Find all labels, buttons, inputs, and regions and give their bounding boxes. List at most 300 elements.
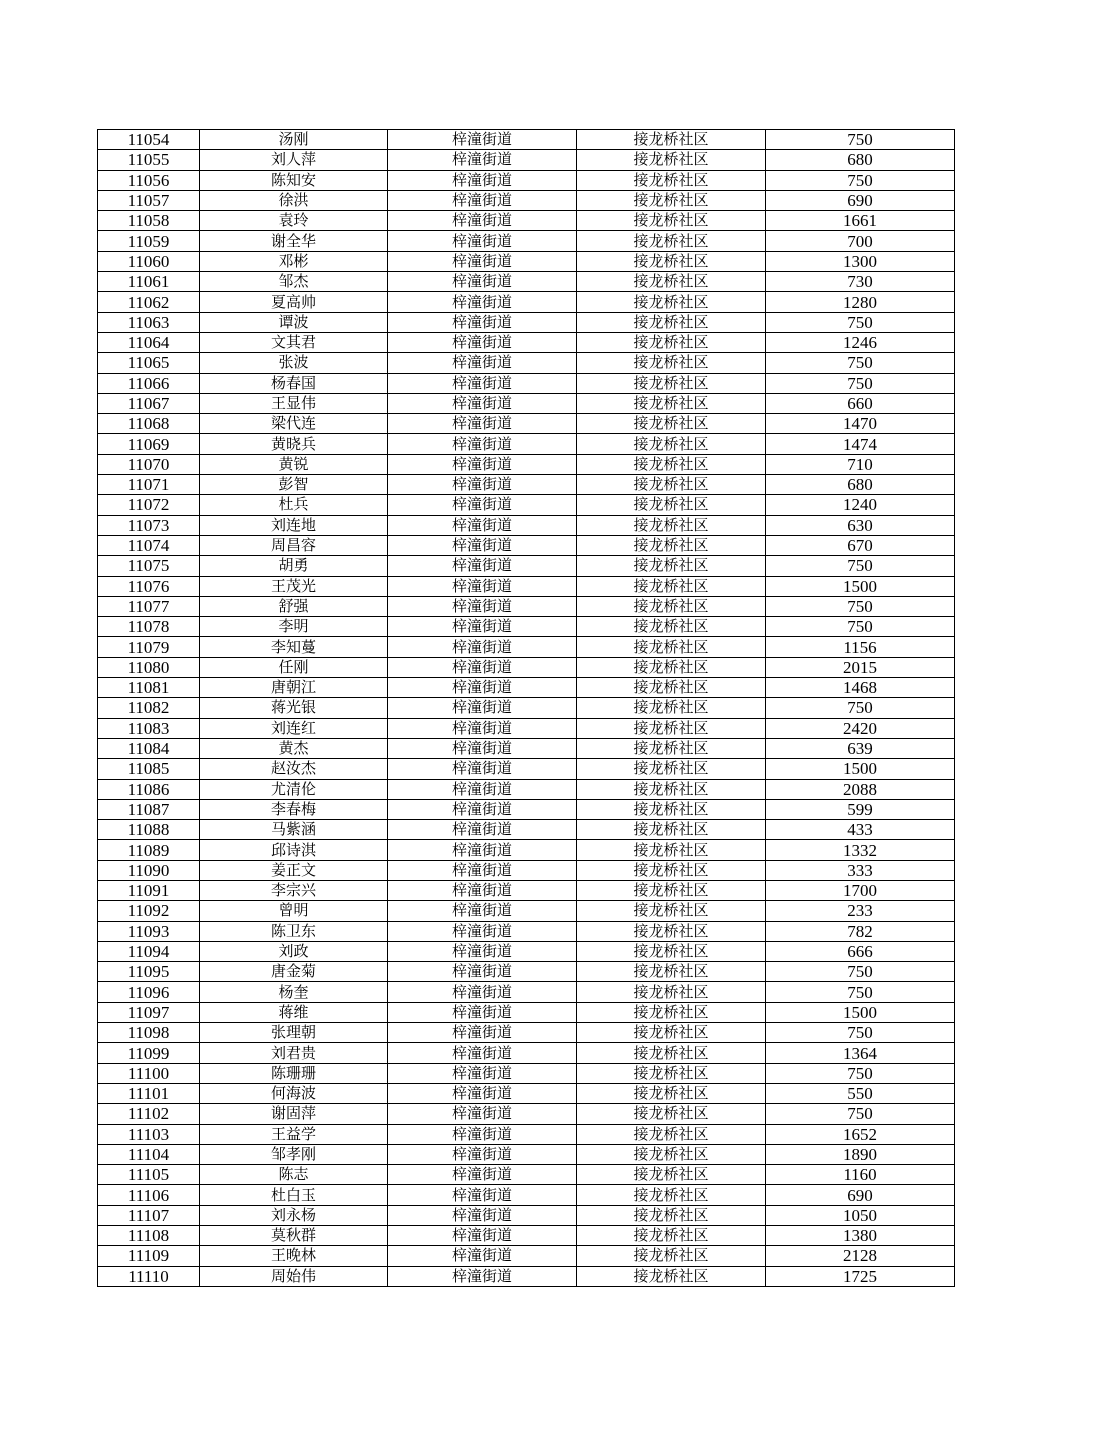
community-cell: 接龙桥社区	[577, 170, 766, 190]
amount-cell: 1700	[766, 880, 955, 900]
community-cell: 接龙桥社区	[577, 414, 766, 434]
data-table	[97, 129, 955, 1287]
table-row	[98, 495, 955, 515]
name-cell: 唐金菊	[200, 962, 388, 982]
amount-cell: 750	[766, 698, 955, 718]
subdistrict-cell: 梓潼街道	[388, 1104, 577, 1124]
name-cell: 曾明	[200, 901, 388, 921]
name-cell: 王晚林	[200, 1246, 388, 1266]
table-row	[98, 1266, 955, 1286]
serial-number-cell: 11060	[98, 251, 200, 271]
name-cell: 周昌容	[200, 535, 388, 555]
table-row	[98, 1185, 955, 1205]
subdistrict-cell: 梓潼街道	[388, 698, 577, 718]
table-row	[98, 1002, 955, 1022]
table-row	[98, 353, 955, 373]
amount-cell: 2128	[766, 1246, 955, 1266]
subdistrict-cell: 梓潼街道	[388, 1165, 577, 1185]
table-row	[98, 962, 955, 982]
table-row	[98, 840, 955, 860]
subdistrict-cell: 梓潼街道	[388, 617, 577, 637]
serial-number-cell: 11056	[98, 170, 200, 190]
subdistrict-cell: 梓潼街道	[388, 982, 577, 1002]
community-cell: 接龙桥社区	[577, 556, 766, 576]
subdistrict-cell: 梓潼街道	[388, 251, 577, 271]
name-cell: 邱诗淇	[200, 840, 388, 860]
subdistrict-cell: 梓潼街道	[388, 1246, 577, 1266]
amount-cell: 750	[766, 1104, 955, 1124]
table-row	[98, 1124, 955, 1144]
serial-number-cell: 11103	[98, 1124, 200, 1144]
amount-cell: 1470	[766, 414, 955, 434]
serial-number-cell: 11058	[98, 211, 200, 231]
serial-number-cell: 11081	[98, 678, 200, 698]
serial-number-cell: 11078	[98, 617, 200, 637]
amount-cell: 750	[766, 617, 955, 637]
serial-number-cell: 11062	[98, 292, 200, 312]
community-cell: 接龙桥社区	[577, 312, 766, 332]
serial-number-cell: 11070	[98, 454, 200, 474]
name-cell: 李明	[200, 617, 388, 637]
name-cell: 周始伟	[200, 1266, 388, 1286]
subdistrict-cell: 梓潼街道	[388, 1063, 577, 1083]
serial-number-cell: 11082	[98, 698, 200, 718]
community-cell: 接龙桥社区	[577, 373, 766, 393]
serial-number-cell: 11076	[98, 576, 200, 596]
table-row	[98, 982, 955, 1002]
name-cell: 邹杰	[200, 272, 388, 292]
community-cell: 接龙桥社区	[577, 617, 766, 637]
name-cell: 杜兵	[200, 495, 388, 515]
community-cell: 接龙桥社区	[577, 535, 766, 555]
table-row	[98, 637, 955, 657]
serial-number-cell: 11097	[98, 1002, 200, 1022]
community-cell: 接龙桥社区	[577, 1205, 766, 1225]
subdistrict-cell: 梓潼街道	[388, 779, 577, 799]
amount-cell: 680	[766, 150, 955, 170]
serial-number-cell: 11101	[98, 1083, 200, 1103]
community-cell: 接龙桥社区	[577, 860, 766, 880]
name-cell: 唐朝江	[200, 678, 388, 698]
community-cell: 接龙桥社区	[577, 434, 766, 454]
table-row	[98, 373, 955, 393]
community-cell: 接龙桥社区	[577, 454, 766, 474]
table-row	[98, 799, 955, 819]
serial-number-cell: 11064	[98, 332, 200, 352]
amount-cell: 700	[766, 231, 955, 251]
name-cell: 谢固萍	[200, 1104, 388, 1124]
name-cell: 张波	[200, 353, 388, 373]
serial-number-cell: 11108	[98, 1226, 200, 1246]
name-cell: 任刚	[200, 657, 388, 677]
name-cell: 刘人萍	[200, 150, 388, 170]
table-row	[98, 1083, 955, 1103]
name-cell: 谢全华	[200, 231, 388, 251]
table-row	[98, 312, 955, 332]
name-cell: 张理朝	[200, 1023, 388, 1043]
community-cell: 接龙桥社区	[577, 251, 766, 271]
amount-cell: 1500	[766, 759, 955, 779]
amount-cell: 750	[766, 962, 955, 982]
name-cell: 彭智	[200, 475, 388, 495]
subdistrict-cell: 梓潼街道	[388, 678, 577, 698]
community-cell: 接龙桥社区	[577, 1043, 766, 1063]
serial-number-cell: 11087	[98, 799, 200, 819]
amount-cell: 670	[766, 535, 955, 555]
table-row	[98, 332, 955, 352]
serial-number-cell: 11075	[98, 556, 200, 576]
subdistrict-cell: 梓潼街道	[388, 820, 577, 840]
community-cell: 接龙桥社区	[577, 698, 766, 718]
subdistrict-cell: 梓潼街道	[388, 130, 577, 150]
amount-cell: 750	[766, 353, 955, 373]
amount-cell: 1890	[766, 1144, 955, 1164]
serial-number-cell: 11063	[98, 312, 200, 332]
serial-number-cell: 11061	[98, 272, 200, 292]
name-cell: 汤刚	[200, 130, 388, 150]
name-cell: 蒋维	[200, 1002, 388, 1022]
amount-cell: 666	[766, 941, 955, 961]
amount-cell: 2088	[766, 779, 955, 799]
serial-number-cell: 11074	[98, 535, 200, 555]
subdistrict-cell: 梓潼街道	[388, 312, 577, 332]
amount-cell: 690	[766, 1185, 955, 1205]
community-cell: 接龙桥社区	[577, 941, 766, 961]
table-row	[98, 901, 955, 921]
subdistrict-cell: 梓潼街道	[388, 901, 577, 921]
community-cell: 接龙桥社区	[577, 292, 766, 312]
table-row	[98, 779, 955, 799]
name-cell: 王茂光	[200, 576, 388, 596]
subdistrict-cell: 梓潼街道	[388, 1205, 577, 1225]
community-cell: 接龙桥社区	[577, 982, 766, 1002]
subdistrict-cell: 梓潼街道	[388, 170, 577, 190]
subdistrict-cell: 梓潼街道	[388, 535, 577, 555]
community-cell: 接龙桥社区	[577, 1063, 766, 1083]
table-row	[98, 170, 955, 190]
amount-cell: 750	[766, 373, 955, 393]
subdistrict-cell: 梓潼街道	[388, 556, 577, 576]
name-cell: 刘连红	[200, 718, 388, 738]
amount-cell: 750	[766, 556, 955, 576]
community-cell: 接龙桥社区	[577, 921, 766, 941]
serial-number-cell: 11099	[98, 1043, 200, 1063]
table-row	[98, 1023, 955, 1043]
amount-cell: 750	[766, 170, 955, 190]
serial-number-cell: 11093	[98, 921, 200, 941]
serial-number-cell: 11091	[98, 880, 200, 900]
amount-cell: 1725	[766, 1266, 955, 1286]
subdistrict-cell: 梓潼街道	[388, 799, 577, 819]
name-cell: 刘君贵	[200, 1043, 388, 1063]
table-row	[98, 678, 955, 698]
subdistrict-cell: 梓潼街道	[388, 231, 577, 251]
subdistrict-cell: 梓潼街道	[388, 353, 577, 373]
amount-cell: 639	[766, 738, 955, 758]
community-cell: 接龙桥社区	[577, 1266, 766, 1286]
name-cell: 徐洪	[200, 190, 388, 210]
name-cell: 杨春国	[200, 373, 388, 393]
community-cell: 接龙桥社区	[577, 1246, 766, 1266]
subdistrict-cell: 梓潼街道	[388, 272, 577, 292]
table-row	[98, 860, 955, 880]
community-cell: 接龙桥社区	[577, 1226, 766, 1246]
amount-cell: 750	[766, 1023, 955, 1043]
amount-cell: 1156	[766, 637, 955, 657]
serial-number-cell: 11080	[98, 657, 200, 677]
subdistrict-cell: 梓潼街道	[388, 840, 577, 860]
table-row	[98, 1246, 955, 1266]
community-cell: 接龙桥社区	[577, 332, 766, 352]
subdistrict-cell: 梓潼街道	[388, 759, 577, 779]
serial-number-cell: 11072	[98, 495, 200, 515]
subdistrict-cell: 梓潼街道	[388, 495, 577, 515]
name-cell: 赵汝杰	[200, 759, 388, 779]
subdistrict-cell: 梓潼街道	[388, 190, 577, 210]
subdistrict-cell: 梓潼街道	[388, 1002, 577, 1022]
subdistrict-cell: 梓潼街道	[388, 880, 577, 900]
subdistrict-cell: 梓潼街道	[388, 393, 577, 413]
community-cell: 接龙桥社区	[577, 495, 766, 515]
table-row	[98, 1144, 955, 1164]
subdistrict-cell: 梓潼街道	[388, 150, 577, 170]
community-cell: 接龙桥社区	[577, 1144, 766, 1164]
table-row	[98, 515, 955, 535]
table-row	[98, 698, 955, 718]
table-row	[98, 596, 955, 616]
serial-number-cell: 11059	[98, 231, 200, 251]
community-cell: 接龙桥社区	[577, 576, 766, 596]
table-row	[98, 657, 955, 677]
amount-cell: 1500	[766, 576, 955, 596]
name-cell: 梁代连	[200, 414, 388, 434]
table-row	[98, 1043, 955, 1063]
serial-number-cell: 11096	[98, 982, 200, 1002]
subdistrict-cell: 梓潼街道	[388, 596, 577, 616]
table-row	[98, 190, 955, 210]
community-cell: 接龙桥社区	[577, 718, 766, 738]
amount-cell: 550	[766, 1083, 955, 1103]
name-cell: 黄杰	[200, 738, 388, 758]
community-cell: 接龙桥社区	[577, 130, 766, 150]
serial-number-cell: 11071	[98, 475, 200, 495]
amount-cell: 1468	[766, 678, 955, 698]
amount-cell: 750	[766, 596, 955, 616]
community-cell: 接龙桥社区	[577, 231, 766, 251]
name-cell: 刘连地	[200, 515, 388, 535]
amount-cell: 660	[766, 393, 955, 413]
serial-number-cell: 11089	[98, 840, 200, 860]
amount-cell: 333	[766, 860, 955, 880]
table-row	[98, 718, 955, 738]
subdistrict-cell: 梓潼街道	[388, 454, 577, 474]
amount-cell: 1500	[766, 1002, 955, 1022]
serial-number-cell: 11065	[98, 353, 200, 373]
community-cell: 接龙桥社区	[577, 678, 766, 698]
amount-cell: 750	[766, 982, 955, 1002]
serial-number-cell: 11100	[98, 1063, 200, 1083]
amount-cell: 1380	[766, 1226, 955, 1246]
table-row	[98, 738, 955, 758]
subdistrict-cell: 梓潼街道	[388, 1266, 577, 1286]
amount-cell: 2015	[766, 657, 955, 677]
community-cell: 接龙桥社区	[577, 779, 766, 799]
subdistrict-cell: 梓潼街道	[388, 211, 577, 231]
table-row	[98, 130, 955, 150]
community-cell: 接龙桥社区	[577, 150, 766, 170]
serial-number-cell: 11057	[98, 190, 200, 210]
community-cell: 接龙桥社区	[577, 353, 766, 373]
table-row	[98, 941, 955, 961]
subdistrict-cell: 梓潼街道	[388, 414, 577, 434]
name-cell: 李春梅	[200, 799, 388, 819]
table-row	[98, 150, 955, 170]
name-cell: 何海波	[200, 1083, 388, 1103]
community-cell: 接龙桥社区	[577, 1104, 766, 1124]
serial-number-cell: 11054	[98, 130, 200, 150]
table-row	[98, 1063, 955, 1083]
table-row	[98, 251, 955, 271]
amount-cell: 1300	[766, 251, 955, 271]
community-cell: 接龙桥社区	[577, 657, 766, 677]
table-body	[98, 130, 955, 1287]
serial-number-cell: 11079	[98, 637, 200, 657]
community-cell: 接龙桥社区	[577, 901, 766, 921]
amount-cell: 599	[766, 799, 955, 819]
subdistrict-cell: 梓潼街道	[388, 292, 577, 312]
table-row	[98, 1104, 955, 1124]
serial-number-cell: 11086	[98, 779, 200, 799]
serial-number-cell: 11084	[98, 738, 200, 758]
table-row	[98, 434, 955, 454]
serial-number-cell: 11067	[98, 393, 200, 413]
subdistrict-cell: 梓潼街道	[388, 332, 577, 352]
name-cell: 谭波	[200, 312, 388, 332]
amount-cell: 750	[766, 130, 955, 150]
serial-number-cell: 11095	[98, 962, 200, 982]
name-cell: 袁玲	[200, 211, 388, 231]
name-cell: 陈卫东	[200, 921, 388, 941]
subdistrict-cell: 梓潼街道	[388, 1043, 577, 1063]
amount-cell: 2420	[766, 718, 955, 738]
amount-cell: 782	[766, 921, 955, 941]
amount-cell: 630	[766, 515, 955, 535]
serial-number-cell: 11073	[98, 515, 200, 535]
name-cell: 陈知安	[200, 170, 388, 190]
table-row	[98, 880, 955, 900]
subdistrict-cell: 梓潼街道	[388, 962, 577, 982]
name-cell: 黄晓兵	[200, 434, 388, 454]
serial-number-cell: 11092	[98, 901, 200, 921]
serial-number-cell: 11110	[98, 1266, 200, 1286]
table-row	[98, 820, 955, 840]
community-cell: 接龙桥社区	[577, 393, 766, 413]
table-row	[98, 414, 955, 434]
serial-number-cell: 11055	[98, 150, 200, 170]
serial-number-cell: 11077	[98, 596, 200, 616]
amount-cell: 680	[766, 475, 955, 495]
table-row	[98, 617, 955, 637]
serial-number-cell: 11102	[98, 1104, 200, 1124]
name-cell: 文其君	[200, 332, 388, 352]
name-cell: 尤清伦	[200, 779, 388, 799]
amount-cell: 1652	[766, 1124, 955, 1144]
name-cell: 姜正文	[200, 860, 388, 880]
name-cell: 杨奎	[200, 982, 388, 1002]
serial-number-cell: 11068	[98, 414, 200, 434]
subdistrict-cell: 梓潼街道	[388, 515, 577, 535]
amount-cell: 1050	[766, 1205, 955, 1225]
amount-cell: 730	[766, 272, 955, 292]
serial-number-cell: 11085	[98, 759, 200, 779]
subdistrict-cell: 梓潼街道	[388, 1144, 577, 1164]
community-cell: 接龙桥社区	[577, 211, 766, 231]
amount-cell: 710	[766, 454, 955, 474]
name-cell: 王益学	[200, 1124, 388, 1144]
amount-cell: 750	[766, 1063, 955, 1083]
community-cell: 接龙桥社区	[577, 738, 766, 758]
community-cell: 接龙桥社区	[577, 1165, 766, 1185]
name-cell: 胡勇	[200, 556, 388, 576]
community-cell: 接龙桥社区	[577, 1023, 766, 1043]
serial-number-cell: 11109	[98, 1246, 200, 1266]
serial-number-cell: 11107	[98, 1205, 200, 1225]
table-row	[98, 1226, 955, 1246]
community-cell: 接龙桥社区	[577, 962, 766, 982]
serial-number-cell: 11088	[98, 820, 200, 840]
amount-cell: 1661	[766, 211, 955, 231]
serial-number-cell: 11066	[98, 373, 200, 393]
subdistrict-cell: 梓潼街道	[388, 373, 577, 393]
subdistrict-cell: 梓潼街道	[388, 718, 577, 738]
serial-number-cell: 11090	[98, 860, 200, 880]
name-cell: 李宗兴	[200, 880, 388, 900]
community-cell: 接龙桥社区	[577, 799, 766, 819]
community-cell: 接龙桥社区	[577, 596, 766, 616]
subdistrict-cell: 梓潼街道	[388, 434, 577, 454]
community-cell: 接龙桥社区	[577, 759, 766, 779]
community-cell: 接龙桥社区	[577, 880, 766, 900]
table-row	[98, 475, 955, 495]
table-row	[98, 231, 955, 251]
name-cell: 莫秋群	[200, 1226, 388, 1246]
amount-cell: 1280	[766, 292, 955, 312]
table-row	[98, 393, 955, 413]
subdistrict-cell: 梓潼街道	[388, 860, 577, 880]
community-cell: 接龙桥社区	[577, 1083, 766, 1103]
name-cell: 陈珊珊	[200, 1063, 388, 1083]
name-cell: 刘政	[200, 941, 388, 961]
community-cell: 接龙桥社区	[577, 515, 766, 535]
table-row	[98, 759, 955, 779]
community-cell: 接龙桥社区	[577, 272, 766, 292]
name-cell: 蒋光银	[200, 698, 388, 718]
community-cell: 接龙桥社区	[577, 190, 766, 210]
serial-number-cell: 11094	[98, 941, 200, 961]
subdistrict-cell: 梓潼街道	[388, 941, 577, 961]
subdistrict-cell: 梓潼街道	[388, 657, 577, 677]
name-cell: 李知蔓	[200, 637, 388, 657]
table-row	[98, 1165, 955, 1185]
name-cell: 邓彬	[200, 251, 388, 271]
amount-cell: 690	[766, 190, 955, 210]
amount-cell: 1240	[766, 495, 955, 515]
table-row	[98, 272, 955, 292]
community-cell: 接龙桥社区	[577, 1002, 766, 1022]
serial-number-cell: 11106	[98, 1185, 200, 1205]
subdistrict-cell: 梓潼街道	[388, 1185, 577, 1205]
table-row	[98, 535, 955, 555]
